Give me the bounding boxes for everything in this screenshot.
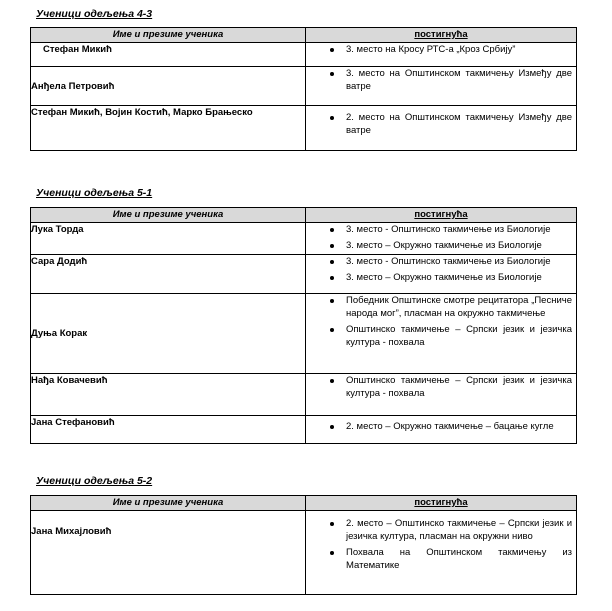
student-name: Нађа Ковачевић [31, 374, 306, 416]
section-title-5-2: Ученици одељења 5-2 [36, 475, 153, 487]
achievements-cell [306, 106, 577, 151]
bullet-icon [330, 276, 334, 280]
student-name: Стефан Микић [31, 43, 306, 67]
name-column-header: Име и презиме ученика [31, 28, 306, 43]
student-name: Сара Додић [31, 255, 306, 294]
achievement-item: 3. место – Окружно такмичење из Биологије [306, 271, 576, 284]
achievements-cell [306, 416, 577, 444]
bullet-icon [330, 425, 334, 429]
table-header [31, 28, 577, 43]
student-name: Анђела Петровић [31, 67, 306, 106]
achievement-item: Општинско такмичење – Српски језик и језичка култура - похвала [306, 374, 576, 400]
achievement-item: 3. место на Кросу РТС-а „Кроз Србију” [306, 43, 576, 56]
student-name: Јана Михајловић [31, 511, 306, 595]
achievements-cell [306, 374, 577, 416]
achievements-cell [306, 67, 577, 106]
bullet-icon [330, 260, 334, 264]
name-column-header: Име и презиме ученика [31, 208, 306, 223]
achievement-item: 3. место - Општинско такмичење из Биологије [306, 255, 576, 268]
table-4-3 [30, 27, 577, 151]
achievement-item: Похвала на Општинском такмичењу из Математике [306, 546, 576, 572]
achievements-cell [306, 294, 577, 374]
bullet-icon [330, 551, 334, 555]
bullet-icon [330, 228, 334, 232]
table-row [31, 374, 577, 416]
achievement-item: 2. место на Општинском такмичењу Између две ватре [306, 111, 576, 137]
table-row [31, 294, 577, 374]
section-title-4-3: Ученици одељења 4-3 [36, 8, 153, 20]
achievement-item: 2. место – Општинско такмичење – Српски језик и језичка култура, пласман на окружни ниво [306, 517, 576, 543]
table-row [31, 511, 577, 595]
table-header [31, 496, 577, 511]
bullet-icon [330, 522, 334, 526]
student-name: Стефан Микић, Војин Костић, Марко Брањеско [31, 106, 306, 151]
bullet-icon [330, 328, 334, 332]
table-header [31, 208, 577, 223]
achievement-item: 3. место – Окружно такмичење из Биологије [306, 239, 576, 252]
table-row [31, 67, 577, 106]
name-column-header: Име и презиме ученика [31, 496, 306, 511]
table-row [31, 255, 577, 294]
bullet-icon [330, 379, 334, 383]
bullet-icon [330, 299, 334, 303]
achievement-item: Победник Општинске смотре рецитатора „Песниче народа мог”, пласман на окружно такмичење [306, 294, 576, 320]
table-row [31, 416, 577, 444]
bullet-icon [330, 244, 334, 248]
achievements-cell [306, 43, 577, 67]
bullet-icon [330, 48, 334, 52]
section-title-5-1: Ученици одељења 5-1 [36, 187, 153, 199]
table-5-1 [30, 207, 577, 444]
student-name: Јана Стефановић [31, 416, 306, 444]
achievements-cell [306, 255, 577, 294]
bullet-icon [330, 72, 334, 76]
bullet-icon [330, 116, 334, 120]
achievement-item: 3. место - Општинско такмичење из Биологије [306, 223, 576, 236]
achievement-item: 3. место на Општинском такмичењу Између две ватре [306, 67, 576, 93]
achievements-cell [306, 511, 577, 595]
table-row [31, 43, 577, 67]
achievement-item: 2. место – Окружно такмичење – бацање кугле [306, 420, 576, 433]
table-5-2 [30, 495, 577, 595]
student-name: Дуња Корак [31, 294, 306, 374]
achievements-column-header: постигнућа [306, 208, 577, 223]
achievement-item: Општинско такмичење – Српски језик и језичка култура - похвала [306, 323, 576, 349]
table-row [31, 106, 577, 151]
student-name: Лука Торда [31, 223, 306, 255]
table-row [31, 223, 577, 255]
achievements-column-header: постигнућа [306, 496, 577, 511]
achievements-cell [306, 223, 577, 255]
achievements-column-header: постигнућа [306, 28, 577, 43]
